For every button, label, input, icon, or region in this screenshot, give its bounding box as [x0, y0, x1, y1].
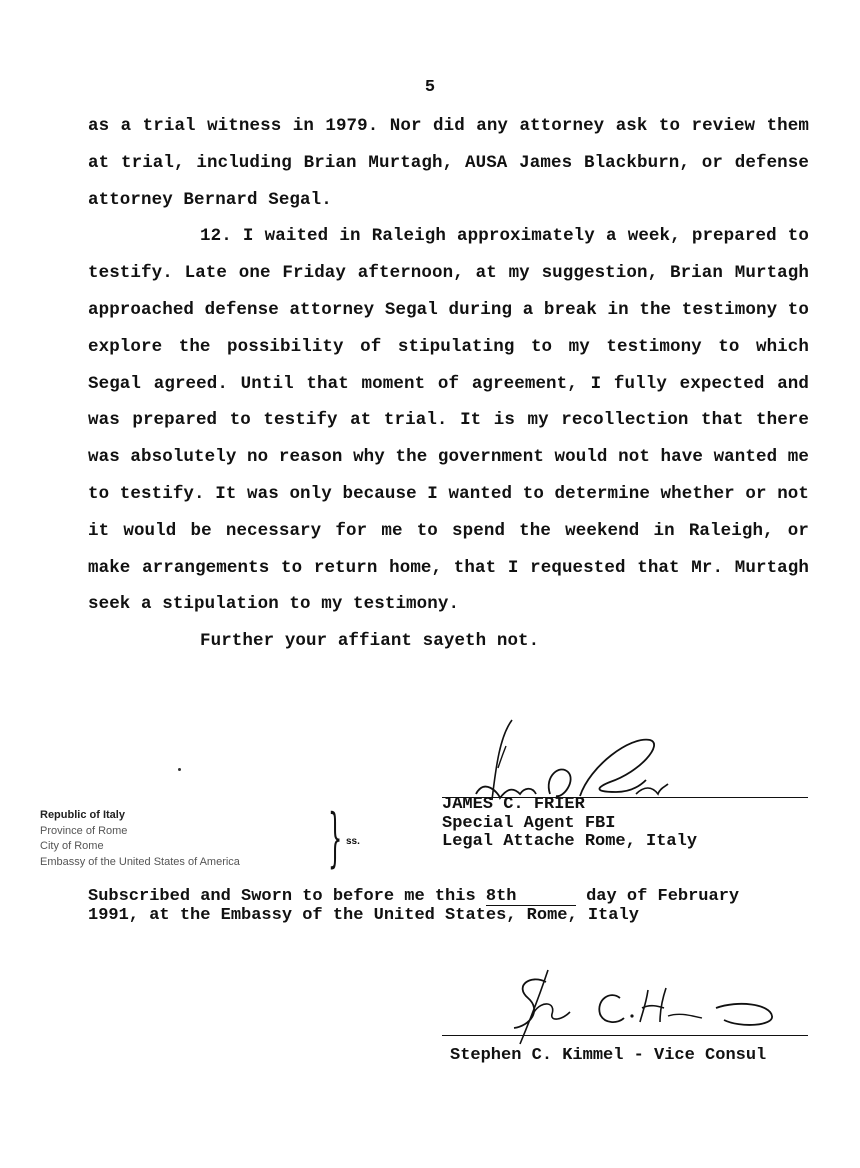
venue-line-4: Embassy of the United States of America: [40, 855, 240, 868]
venue-brace: }: [328, 801, 343, 875]
venue-line-1: Republic of Italy: [40, 809, 125, 821]
venue-line-3: City of Rome: [40, 840, 104, 852]
venue-stamp: [40, 808, 240, 870]
venue-ss: ss.: [346, 836, 360, 847]
jurat-line-1: [88, 888, 810, 907]
closing-statement: Further your affiant sayeth not.: [200, 631, 540, 652]
jurat-line-2: 1991, at the Embassy of the United States, Rome, Italy: [88, 905, 639, 925]
affidavit-body: [88, 108, 809, 660]
consul-signature-line: [442, 1035, 808, 1036]
page-number: 5: [424, 78, 436, 97]
jurat-day: 8th: [486, 889, 576, 906]
affiant-title: Special Agent FBI: [442, 813, 616, 833]
venue-line-2: Province of Rome: [40, 824, 128, 837]
affiant-name: JAMES C. FRIER: [442, 795, 585, 814]
jurat-text-after: day of February: [586, 887, 740, 906]
paragraph-12: 12. I waited in Raleigh approximately a week, prepared to testify. Late one Friday afternoon, at my suggestion, Brian Murtagh approached defense attorney Segal during a break in the testimony to explore the possibility of stipulating to my testimony to which Segal agreed. Until that moment of agreement, I fully expected and was prepared to testify at trial. It is my recollection that there was absolutely no reason why the government would not have wanted me to testify. It was only because I wanted to determine whether or not it would be necessary for me to spend the weekend in Raleigh, or make arrangements to return home, that I requested that Mr. Murtagh seek a stipulation to my testimony.: [88, 226, 809, 615]
stray-mark: [178, 768, 181, 771]
jurat: [88, 888, 810, 925]
jurat-text-before: Subscribed and Sworn to before me this: [88, 887, 476, 906]
affiant-block: [442, 796, 697, 852]
consul-name: Stephen C. Kimmel - Vice Consul: [450, 1046, 767, 1065]
paragraph-continuation: as a trial witness in 1979. Nor did any attorney ask to review them at trial, including Brian Murtagh, AUSA James Blackburn, or defense attorney Bernard Segal.: [88, 116, 809, 210]
affiant-signature: [440, 716, 690, 806]
affiant-office: Legal Attache Rome, Italy: [442, 832, 698, 851]
